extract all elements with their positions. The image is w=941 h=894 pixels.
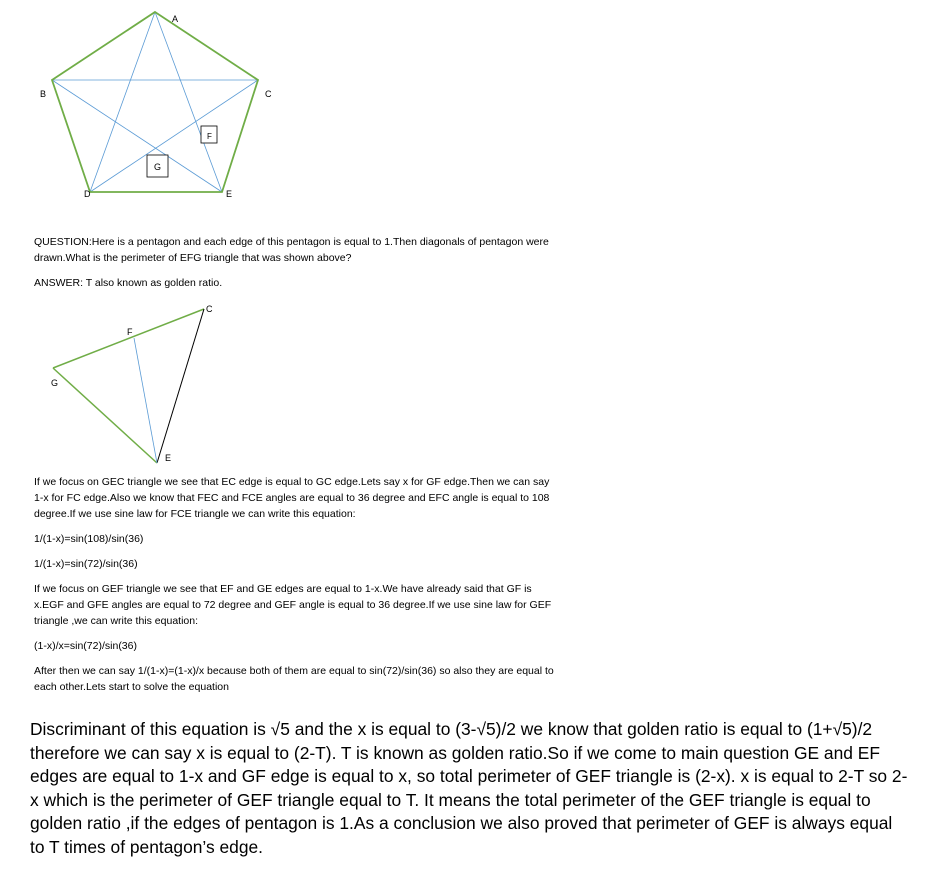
equation-1: 1/(1-x)=sin(108)/sin(36) xyxy=(34,533,144,545)
equation-3: (1-x)/x=sin(72)/sin(36) xyxy=(34,640,137,652)
point-label-g: G xyxy=(154,162,162,172)
vertex-label-a: A xyxy=(172,14,179,24)
diagonal-cd xyxy=(90,80,258,192)
gec-paragraph: If we focus on GEC triangle we see that EC edge is equal to GC edge.Lets say x for GF edge.Then we can say 1-x for FC edge.Also we know that FEC and FCE angles are equal to 36 degree and EFC angle is equal to 108 degree.If we use sine law for FCE triangle we can write this equation: xyxy=(34,476,550,520)
point-label-f: F xyxy=(207,132,212,141)
after-paragraph: After then we can say 1/(1-x)=(1-x)/x because both of them are equal to sin(72)/sin(36) so also they are equal to each other.Lets start to solve the equation xyxy=(34,665,554,693)
gef-paragraph: If we focus on GEF triangle we see that EF and GE edges are equal to 1-x.We have already said that GF is x.EGF and GFE angles are equal to 72 degree and GEF angle is equal to 36 degree.If we use sine law for GEF triangle ,we can write this equation: xyxy=(34,583,552,627)
triangle-figure xyxy=(30,298,230,468)
question-text: QUESTION:Here is a pentagon and each edge of this pentagon is equal to 1.Then diagonals of pentagon were drawn.What is the perimeter of EFG triangle that was shown above? xyxy=(34,236,549,264)
triangle-label-f: F xyxy=(127,327,133,337)
triangle-edge-ge xyxy=(53,368,157,463)
triangle-edge-gc xyxy=(53,309,204,368)
triangle-label-e: E xyxy=(165,453,172,463)
pentagon-figure xyxy=(0,0,300,210)
diagonal-be xyxy=(52,80,222,192)
answer-intro: ANSWER: T also known as golden ratio. xyxy=(34,277,223,289)
diagonal-ad xyxy=(90,12,155,192)
vertex-label-e: E xyxy=(226,189,233,199)
triangle-label-c: C xyxy=(206,304,213,314)
vertex-label-b: B xyxy=(40,89,47,99)
triangle-edge-ce xyxy=(157,309,204,463)
equation-2: 1/(1-x)=sin(72)/sin(36) xyxy=(34,558,138,570)
triangle-label-g: G xyxy=(51,378,59,388)
vertex-label-c: C xyxy=(265,89,272,99)
vertex-label-d: D xyxy=(84,189,91,199)
conclusion-paragraph: Discriminant of this equation is √5 and the x is equal to (3-√5)/2 we know that golden ratio is equal to (1+√5)/2 therefore we can say x is equal to (2-T). T is known as golden ratio.So if we come to main question GE and EF edges are equal to 1-x and GF edge is equal to x, so total perimeter of GEF triangle is (2-x). x is equal to 2-T so 2-x which is the perimeter of GEF triangle equal to T. It means the total perimeter of the GEF triangle is equal to golden ratio ,if the edges of pentagon is 1.As a conclusion we also proved that perimeter of GEF is always equal to T times of pentagon’s edge. xyxy=(30,719,908,857)
